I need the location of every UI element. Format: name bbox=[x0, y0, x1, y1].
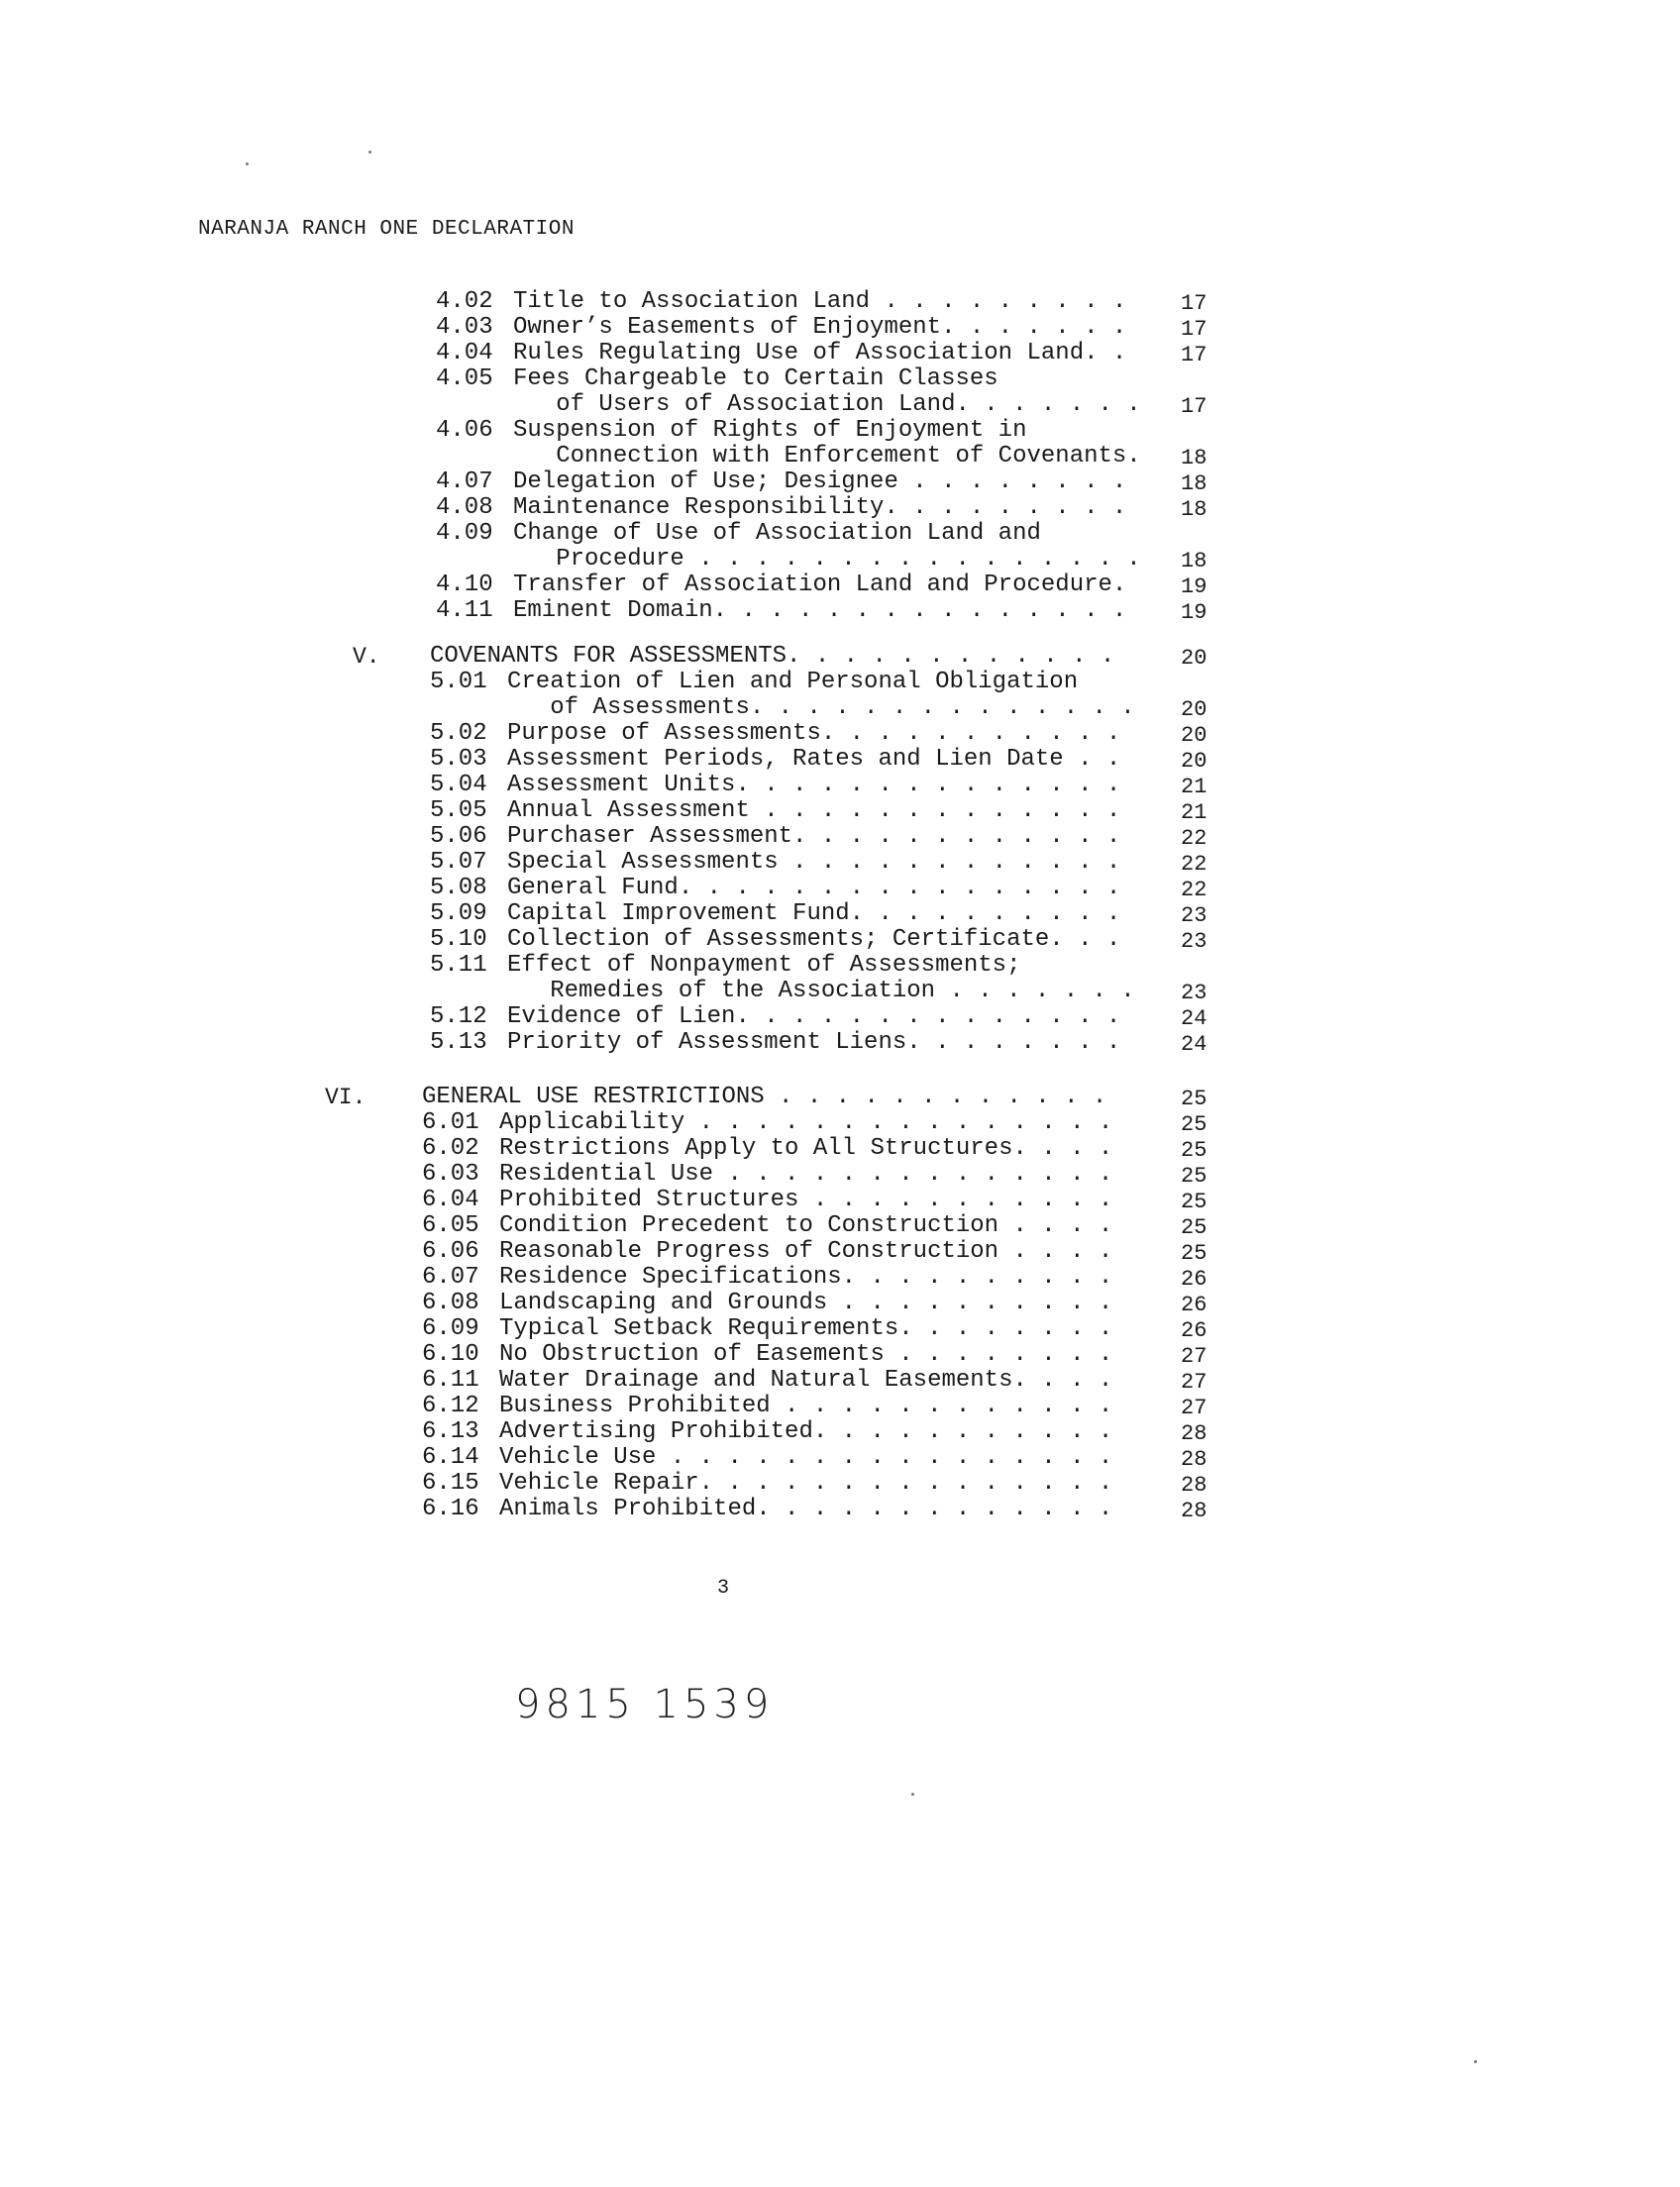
toc-page-number: 26 bbox=[1181, 1293, 1208, 1317]
toc-entry-title: Transfer of Association Land and Procedure. bbox=[513, 572, 1127, 598]
toc-entry-number: 4.07 bbox=[436, 469, 493, 495]
toc-entry-title: Collection of Assessments; Certificate. . . bbox=[507, 926, 1121, 953]
toc-entry-title: Fees Chargeable to Certain Classes bbox=[513, 365, 998, 392]
toc-entry-title: Capital Improvement Fund. . . . . . . . . . bbox=[507, 900, 1121, 927]
toc-page-number: 21 bbox=[1181, 775, 1208, 799]
toc-page-number: 24 bbox=[1181, 1032, 1208, 1057]
toc-entry-title: Condition Precedent to Construction . . . . bbox=[499, 1212, 1113, 1239]
toc-entry-title: Suspension of Rights of Enjoyment in bbox=[513, 417, 1027, 444]
toc-entry-number: 6.16 bbox=[422, 1496, 479, 1522]
toc-entry-title: of Users of Association Land. . . . . . . bbox=[513, 391, 1141, 418]
toc-entry-title: Reasonable Progress of Construction . . . . bbox=[499, 1238, 1113, 1265]
toc-page-number: 18 bbox=[1181, 446, 1208, 470]
toc-page-number: 28 bbox=[1181, 1447, 1208, 1472]
toc-page-number: 19 bbox=[1181, 574, 1208, 599]
toc-page-number: 17 bbox=[1181, 343, 1208, 367]
toc-entry-title: Maintenance Responsibility. . . . . . . . . bbox=[513, 494, 1127, 521]
toc-page-number: 20 bbox=[1181, 723, 1208, 748]
toc-entry-number: 4.08 bbox=[436, 494, 493, 521]
toc-page-number: 28 bbox=[1181, 1499, 1208, 1523]
toc-entry-title: Applicability . . . . . . . . . . . . . . . bbox=[499, 1109, 1113, 1136]
toc-page-number: 25 bbox=[1181, 1087, 1208, 1111]
toc-entry-number: 5.03 bbox=[430, 746, 487, 773]
toc-entry-title: Evidence of Lien. . . . . . . . . . . . . . bbox=[507, 1003, 1121, 1030]
toc-entry-title: Landscaping and Grounds . . . . . . . . . . bbox=[499, 1290, 1113, 1316]
toc-page-number: 23 bbox=[1181, 981, 1208, 1005]
toc-entry-title: Purpose of Assessments. . . . . . . . . . . bbox=[507, 720, 1121, 747]
toc-page-number: 24 bbox=[1181, 1006, 1208, 1031]
toc-page-number: 28 bbox=[1181, 1421, 1208, 1446]
toc-entry-title: Animals Prohibited. . . . . . . . . . . . . bbox=[499, 1496, 1113, 1522]
toc-page-number: 23 bbox=[1181, 903, 1208, 928]
toc-page-number: 21 bbox=[1181, 800, 1208, 825]
section-heading: COVENANTS FOR ASSESSMENTS. . . . . . . . . . . . bbox=[430, 643, 1115, 670]
toc-entry-number: 6.15 bbox=[422, 1470, 479, 1497]
toc-entry-title: Title to Association Land . . . . . . . . . bbox=[513, 288, 1127, 315]
toc-entry-title: Water Drainage and Natural Easements. . . . bbox=[499, 1367, 1113, 1394]
toc-page-number: 25 bbox=[1181, 1164, 1208, 1189]
page-number: 3 bbox=[717, 1577, 730, 1600]
toc-entry-number: 5.02 bbox=[430, 720, 487, 747]
scan-speck bbox=[1474, 2060, 1477, 2063]
toc-entry-title: Special Assessments . . . . . . . . . . . . bbox=[507, 849, 1121, 876]
scan-speck bbox=[368, 151, 371, 154]
toc-page-number: 22 bbox=[1181, 826, 1208, 851]
toc-page-number: 27 bbox=[1181, 1396, 1208, 1420]
toc-entry-number: 6.04 bbox=[422, 1187, 479, 1213]
toc-entry-number: 5.08 bbox=[430, 875, 487, 901]
toc-entry-title: Rules Regulating Use of Association Land. . bbox=[513, 340, 1127, 366]
toc-page-number: 25 bbox=[1181, 1190, 1208, 1214]
toc-entry-number: 5.04 bbox=[430, 772, 487, 798]
toc-page-number: 17 bbox=[1181, 394, 1208, 419]
toc-entry-number: 5.12 bbox=[430, 1003, 487, 1030]
toc-entry-number: 4.03 bbox=[436, 314, 493, 341]
toc-entry-number: 6.07 bbox=[422, 1264, 479, 1291]
toc-entry-number: 6.11 bbox=[422, 1367, 479, 1394]
toc-entry-title: Prohibited Structures . . . . . . . . . . . bbox=[499, 1187, 1113, 1213]
document-header: NARANJA RANCH ONE DECLARATION bbox=[198, 218, 575, 241]
toc-page-number: 22 bbox=[1181, 852, 1208, 877]
toc-entry-title: Remedies of the Association . . . . . . . bbox=[507, 978, 1135, 1004]
toc-entry-title: Residence Specifications. . . . . . . . . . bbox=[499, 1264, 1113, 1291]
toc-entry-title: Typical Setback Requirements. . . . . . . . bbox=[499, 1315, 1113, 1342]
toc-page-number: 27 bbox=[1181, 1344, 1208, 1369]
toc-entry-title: No Obstruction of Easements . . . . . . . . bbox=[499, 1341, 1113, 1368]
toc-entry-title: General Fund. . . . . . . . . . . . . . . . bbox=[507, 875, 1121, 901]
section-roman-numeral: V. bbox=[353, 644, 380, 670]
toc-entry-title: Priority of Assessment Liens. . . . . . . . bbox=[507, 1029, 1121, 1056]
toc-page-number: 26 bbox=[1181, 1318, 1208, 1343]
section-heading: GENERAL USE RESTRICTIONS . . . . . . . . . . . . bbox=[422, 1084, 1107, 1110]
toc-page-number: 23 bbox=[1181, 929, 1208, 954]
toc-entry-number: 6.02 bbox=[422, 1135, 479, 1162]
toc-page-number: 18 bbox=[1181, 471, 1208, 496]
toc-entry-number: 5.05 bbox=[430, 797, 487, 824]
toc-page-number: 19 bbox=[1181, 600, 1208, 625]
toc-entry-title: Vehicle Repair. . . . . . . . . . . . . . . bbox=[499, 1470, 1113, 1497]
toc-entry-number: 4.05 bbox=[436, 365, 493, 392]
toc-entry-title: Procedure . . . . . . . . . . . . . . . . bbox=[513, 546, 1141, 573]
toc-entry-title: Creation of Lien and Personal Obligation bbox=[507, 669, 1079, 695]
toc-entry-title: Assessment Units. . . . . . . . . . . . . . bbox=[507, 772, 1121, 798]
recording-stamp: 9815 1539 bbox=[515, 1682, 775, 1727]
toc-page-number: 25 bbox=[1181, 1215, 1208, 1240]
toc-entry-number: 5.06 bbox=[430, 823, 487, 850]
toc-entry-number: 5.11 bbox=[430, 952, 487, 979]
toc-entry-number: 6.10 bbox=[422, 1341, 479, 1368]
scan-speck bbox=[911, 1793, 914, 1796]
toc-entry-title: Eminent Domain. . . . . . . . . . . . . . . bbox=[513, 597, 1127, 624]
toc-entry-number: 6.01 bbox=[422, 1109, 479, 1136]
toc-entry-title: Vehicle Use . . . . . . . . . . . . . . . . bbox=[499, 1444, 1113, 1471]
toc-entry-number: 4.11 bbox=[436, 597, 493, 624]
toc-entry-title: Effect of Nonpayment of Assessments; bbox=[507, 952, 1021, 979]
toc-entry-number: 4.06 bbox=[436, 417, 493, 444]
toc-page-number: 28 bbox=[1181, 1473, 1208, 1498]
toc-entry-number: 4.02 bbox=[436, 288, 493, 315]
toc-entry-number: 5.01 bbox=[430, 669, 487, 695]
toc-entry-number: 5.10 bbox=[430, 926, 487, 953]
toc-page-number: 20 bbox=[1181, 749, 1208, 774]
toc-entry-number: 4.04 bbox=[436, 340, 493, 366]
toc-entry-number: 6.13 bbox=[422, 1418, 479, 1445]
toc-page-number: 26 bbox=[1181, 1267, 1208, 1292]
toc-entry-number: 4.10 bbox=[436, 572, 493, 598]
toc-entry-number: 6.03 bbox=[422, 1161, 479, 1188]
toc-page-number: 22 bbox=[1181, 878, 1208, 902]
toc-entry-number: 4.09 bbox=[436, 520, 493, 547]
toc-entry-title: Advertising Prohibited. . . . . . . . . . . bbox=[499, 1418, 1113, 1445]
toc-page-number: 18 bbox=[1181, 497, 1208, 522]
toc-entry-title: Assessment Periods, Rates and Lien Date . . bbox=[507, 746, 1121, 773]
toc-entry-number: 6.14 bbox=[422, 1444, 479, 1471]
toc-entry-title: Owner’s Easements of Enjoyment. . . . . . . bbox=[513, 314, 1127, 341]
toc-entry-number: 6.06 bbox=[422, 1238, 479, 1265]
toc-entry-title: Delegation of Use; Designee . . . . . . . . bbox=[513, 469, 1127, 495]
toc-entry-number: 6.05 bbox=[422, 1212, 479, 1239]
toc-entry-title: Connection with Enforcement of Covenants. bbox=[513, 443, 1141, 469]
toc-entry-title: Business Prohibited . . . . . . . . . . . . bbox=[499, 1393, 1113, 1419]
toc-page-number: 25 bbox=[1181, 1112, 1208, 1137]
toc-entry-number: 6.12 bbox=[422, 1393, 479, 1419]
toc-entry-title: Change of Use of Association Land and bbox=[513, 520, 1041, 547]
toc-page-number: 20 bbox=[1181, 697, 1208, 722]
toc-entry-number: 6.09 bbox=[422, 1315, 479, 1342]
toc-entry-title: Purchaser Assessment. . . . . . . . . . . . bbox=[507, 823, 1121, 850]
toc-page-number: 20 bbox=[1181, 646, 1208, 671]
scan-speck bbox=[246, 162, 249, 165]
toc-page-number: 25 bbox=[1181, 1241, 1208, 1266]
toc-entry-title: Residential Use . . . . . . . . . . . . . . bbox=[499, 1161, 1113, 1188]
toc-entry-number: 5.13 bbox=[430, 1029, 487, 1056]
toc-page-number: 27 bbox=[1181, 1370, 1208, 1395]
toc-page-number: 25 bbox=[1181, 1138, 1208, 1163]
toc-entry-title: of Assessments. . . . . . . . . . . . . . bbox=[507, 694, 1135, 721]
toc-page-number: 18 bbox=[1181, 549, 1208, 573]
toc-entry-title: Restrictions Apply to All Structures. . . . bbox=[499, 1135, 1113, 1162]
toc-entry-number: 5.09 bbox=[430, 900, 487, 927]
toc-entry-title: Annual Assessment . . . . . . . . . . . . . bbox=[507, 797, 1121, 824]
section-roman-numeral: VI. bbox=[325, 1085, 367, 1110]
toc-page-number: 17 bbox=[1181, 317, 1208, 342]
toc-entry-number: 6.08 bbox=[422, 1290, 479, 1316]
toc-entry-number: 5.07 bbox=[430, 849, 487, 876]
toc-page-number: 17 bbox=[1181, 291, 1208, 316]
